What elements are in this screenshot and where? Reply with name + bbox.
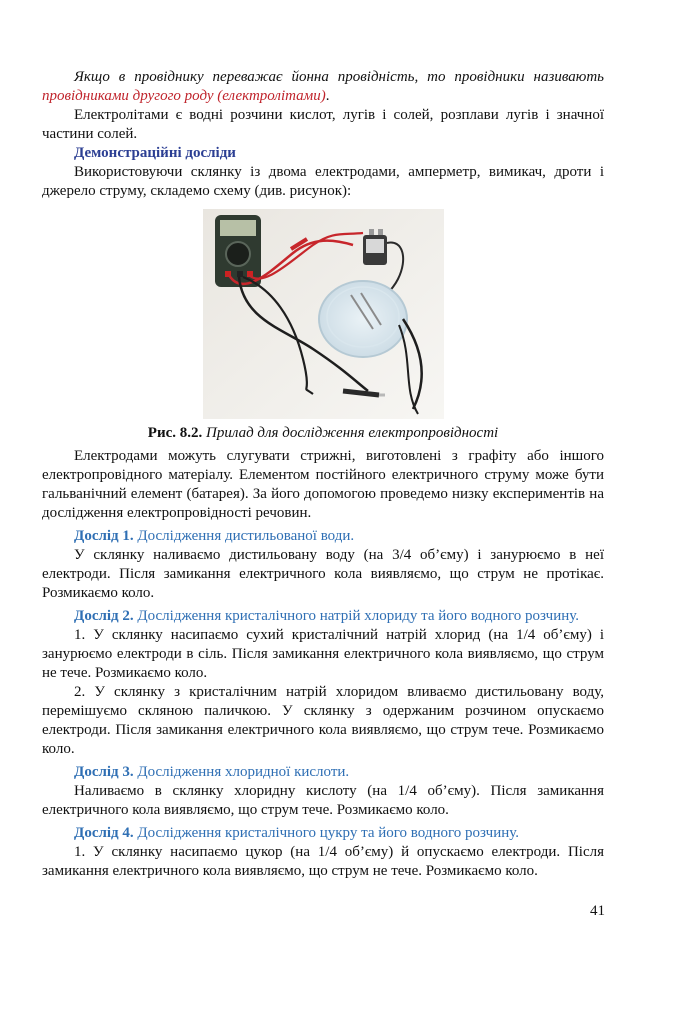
experiment-4-heading [42,824,604,843]
intro-italic: Якщо в провіднику переважає йонна провідність, то провідники називають [74,69,604,85]
experiment-2-text-1: 1. У склянку насипаємо сухий кристалічний натрій хлорид (на 1/4 об’єму) і занурюємо електроди в сіль. Після замикання електричного кола виявляємо, що струм не тече. Розмикаємо коло. [42,627,604,681]
experiment-3-text: Наливаємо в склянку хлоридну кислоту (на 1/4 об’єму). Після замикання електричного кола виявляємо, що струм тече. Розмикаємо коло. [42,783,604,818]
experiment-1-label: Дослід 1. [74,528,134,544]
demo-heading: Демонстраційні досліди [74,145,236,161]
experiment-3-label: Дослід 3. [74,764,134,780]
experiment-1-title: Дослідження дистильованої води. [137,528,355,544]
intro-end: . [325,88,330,104]
term-second-kind-conductors: провідниками другого роду (електролітами) [42,88,326,104]
experiment-2-text-2: 2. У склянку з кристалічним натрій хлоридом вливаємо дистильовану воду, перемішуємо скляною паличкою. У склянку з одержаним розчином опускаємо електроди. Після замикання електричного кола виявляємо, що струм тече. Розмикаємо коло. [42,684,604,757]
electrodes-paragraph: Електродами можуть слугувати стрижні, виготовлені з графіту або іншого електропровідного матеріалу. Елементом постійного електричного струму може бути гальванічний елемент (батарея). За його допомогою проведемо низку експериментів на дослідження електропровідності речовин. [42,448,604,521]
experiment-1-text: У склянку наливаємо дистильовану воду (на 3/4 об’єму) і занурюємо в неї електроди. Після замикання електричного кола виявляємо, що струм не протікає. Розмикаємо коло. [42,547,604,601]
page-content [42,68,604,881]
demo-paragraph: Використовуючи склянку із двома електродами, амперметр, вимикач, дроти і джерело струму, складемо схему (див. рисунок): [42,164,604,199]
experiment-3-title: Дослідження хлоридної кислоти. [137,764,350,780]
experiment-4-title: Дослідження кристалічного цукру та його водного розчину. [137,825,520,841]
experiment-2-label: Дослід 2. [74,608,134,624]
experiment-3-heading [42,763,604,782]
multimeter [215,215,261,287]
experiment-2-heading [42,607,604,626]
figure-title: Прилад для дослідження електропровідності [206,425,499,441]
figure-number: Рис. 8.2. [147,425,203,441]
figure-caption [42,424,604,443]
experiment-2-title: Дослідження кристалічного натрій хлориду та його водного розчину. [137,608,580,624]
apparatus-photo [203,209,444,419]
experiment-1-heading [42,527,604,546]
beaker [319,281,407,357]
page-number: 41 [590,903,605,919]
experiment-4-text: 1. У склянку насипаємо цукор (на 1/4 об’єму) й опускаємо електроди. Після замикання електричного кола виявляємо, що струм не тече. Розмикаємо коло. [42,844,604,879]
intro-paragraph [42,68,604,106]
electrolytes-paragraph: Електролітами є водні розчини кислот, лугів і солей, розплави лугів і значної частини солей. [42,107,604,142]
experiment-4-label: Дослід 4. [74,825,134,841]
